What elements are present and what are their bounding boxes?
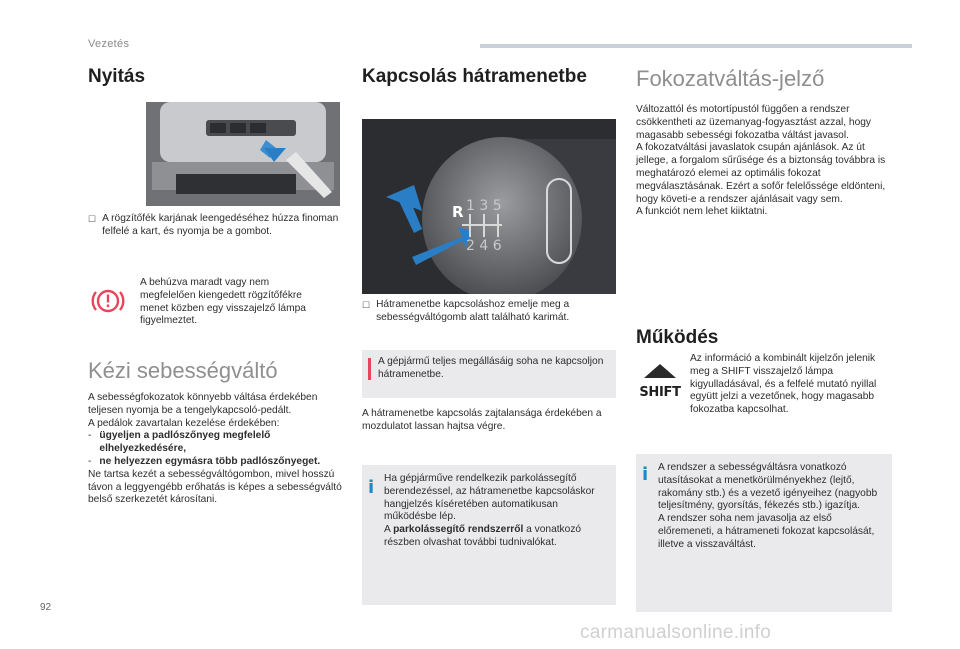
shift-label: SHIFT [639,385,681,400]
watermark: carmanualsonline.info [580,622,772,643]
reverse-info-p1: Ha gépjárműve rendelkezik parkolássegítő berendezéssel, az hátramenetbe kapcsoláskor hangjelzés kíséretében automatikusan működésbe lép. [384,473,595,523]
dash-item-2-text: ne helyezzen egymásra több padlószőnyeget. [99,455,321,467]
shift-info-p1: A rendszer a sebességváltásra vonatkozó utasításokat a menetkörülményekhez (lejtő, rakomány stb.) és a vezető igényeihez (nagyobb teljesítmény, gyorsítás, fékezés stb.) igazítja. [658,462,878,512]
nyitas-title: Nyitás [88,66,146,87]
gear-knob-illustration [362,119,616,294]
section-tag: Vezetés [88,38,130,50]
reverse-info-text [384,473,612,550]
dash-item-2: - ne helyezzen egymásra több padlószőnyeget. [88,455,321,467]
header-bar [480,44,912,48]
shift-indicator-title: Fokozatváltás-jelző [636,66,825,91]
gear-reverse-letter: R [452,203,464,221]
shift-p3: A funkciót nem lehet kiiktatni. [636,206,768,218]
manual-p1: A sebességfokozatok könnyebb váltása érdekében teljesen nyomja be a tengelykapcsoló-pedált. [88,392,318,416]
reverse-info-box [362,465,616,605]
parking-assist-ref: parkolássegítő rendszerről [393,524,524,536]
manual-gearbox-body [88,392,346,507]
page-number: 92 [40,602,52,613]
reverse-bullet-text: Hátramenetbe kapcsoláshoz emelje meg a sebességváltógomb alatt található karimát. [376,299,570,323]
shift-info-box [636,454,892,612]
reverse-info-p2: A parkolássegítő rendszerről a vonatkozó részben olvashat további tudnivalókat. [384,524,582,548]
alert-bar [368,358,371,380]
bullet-marker: ☐ [88,214,97,224]
brake-warning-icon [90,286,126,316]
gear-top-numbers: 1 3 5 [466,198,502,214]
operation-title: Működés [636,327,719,348]
parking-brake-illustration [146,102,340,206]
manual-gearbox-title: Kézi sebességváltó [88,358,278,383]
bullet-marker: ☐ [362,300,371,310]
shift-info-p2: A rendszer soha nem javasolja az első előremeneti, a hátrameneti fokozat kapcsolását, illetve a visszaváltást. [658,513,875,550]
dash-item-1: - ügyeljen a padlószőnyeg megfelelő elhelyezkedésére, [88,430,346,456]
nyitas-bullet-text: A rögzítőfék karjának leengedéséhez húzza finoman felfelé a kart, és nyomja be a gombot. [102,213,339,237]
reverse-title: Kapcsolás hátramenetbe [362,66,587,87]
brake-warning-text: A behúzva maradt vagy nem megfelelően kiengedett rögzítőfékre menet közben egy visszajelző lámpa figyelmeztet. [140,277,306,327]
shift-indicator-body [636,104,894,219]
reverse-bullet [362,299,614,325]
manual-p2: A pedálok zavartalan kezelése érdekében: [88,417,280,429]
reverse-p1: A hátramenetbe kapcsolás zajtalansága érdekében a mozdulatot lassan hajtsa végre. [362,408,602,432]
info-icon: i [368,477,375,498]
reverse-alert-box [362,350,616,398]
manual-p3: Ne tartsa kezét a sebességváltógombon, mivel hosszú távon a leggyengébb erőhatás is képes a sebességváltó belső szerkezetét károsítani. [88,468,342,506]
reverse-alert-text: A gépjármű teljes megállásáig soha ne kapcsoljon hátramenetbe. [378,356,604,380]
shift-up-arrow-icon [638,362,682,398]
shift-p1: Változattól és motortípustól függően a rendszer csökkentheti az üzemanyag-fogyasztást azzal, hogy magasabb sebességi fokozatba váltást javasol. [636,104,872,141]
gear-bottom-numbers: 2 4 6 [466,238,502,254]
info-icon: i [642,464,649,485]
nyitas-bullet [88,213,344,239]
shift-info-text [658,462,886,552]
shift-p2: A fokozatváltási javaslatok csupán ajánlások. Az út jellege, a forgalom sűrűsége és a biztonság továbbra is meghatározó elemei az optimális fokozat megválasztásának. Ezért a sofőr felelőssége eldönteni, hogy követi-e a rendszer ajánlásait vagy sem. [636,142,886,205]
dash-item-1-text: ügyeljen a padlószőnyeg megfelelő elhelyezkedésére, [99,430,271,455]
operation-text: Az információ a kombinált kijelzőn jelenik meg a SHIFT visszajelző lámpa kigyulladásával, és a felfelé mutató nyillal együtt jelzi a vezetőnek, hogy magasabb fokozatba kapcsolhat. [690,353,877,416]
